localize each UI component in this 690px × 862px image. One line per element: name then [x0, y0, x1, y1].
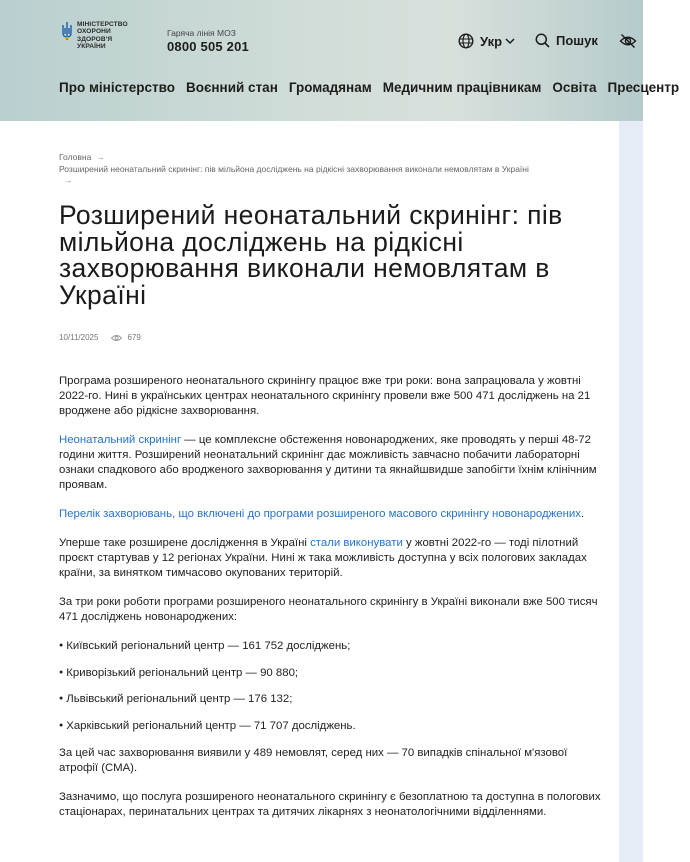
- paragraph: [59, 507, 609, 522]
- hotline-label: Гаряча лінія МОЗ: [167, 28, 236, 38]
- list-item: ● Київський регіональний центр — 161 752 досліджень;: [59, 639, 609, 654]
- breadcrumb-current: Розширений неонатальний скринінг: пів мільйона досліджень на рідкісні захворювання виконали немовлятам в Україні: [59, 163, 529, 174]
- main-nav: [59, 80, 690, 95]
- article-meta: [59, 333, 141, 342]
- paragraph: Зазначимо, що послуга розширеного неонатального скринінгу є безоплатною та доступна в пологових стаціонарах, перинатальних центрах та дитячих лікарнях з неонатологічними відділеннями.: [59, 790, 601, 818]
- breadcrumb-arrow-icon: →: [96, 152, 105, 162]
- language-label: Укр: [480, 33, 503, 49]
- paragraph-text: .: [580, 507, 585, 520]
- article-date: 10/11/2025: [59, 333, 99, 342]
- logo-text: [77, 21, 128, 51]
- eye-off-icon[interactable]: [619, 33, 637, 49]
- diseases-list-link[interactable]: Перелік захворювань, що включені до програми розширеного масового скринінгу новонароджених: [59, 507, 581, 520]
- hotline-phone[interactable]: 0800 505 201: [167, 39, 249, 54]
- site-header: [0, 0, 680, 121]
- breadcrumb-home[interactable]: Головна: [59, 152, 92, 162]
- list-item: ● Харківський регіональний центр — 71 707 досліджень.: [59, 719, 609, 734]
- paragraph: [59, 433, 609, 493]
- logo-line: ЗДОРОВ'Я: [77, 35, 113, 43]
- paragraph-text: — це комплексне обстеження новонароджених, яке проводять у перші 48-72 години життя. Розширений неонатальний скринінг дає можливість завчасно побачити лабораторні ознаки спадкового або вродженого захворювання у дитини та якнайшвидше запобігти їхнім клінічним проявам.: [59, 433, 597, 491]
- paragraph: За три роки роботи програми розширеного неонатального скринінгу в Україні виконали вже 500 тисяч 471 досліджень новонароджених:: [59, 595, 598, 623]
- article-body: [59, 374, 609, 834]
- list-item: ● Криворізький регіональний центр — 90 880;: [59, 666, 609, 681]
- logo-line: МІНІСТЕРСТВО: [77, 21, 128, 28]
- nav-item-medical-workers[interactable]: Медичним працівникам: [382, 80, 542, 95]
- list-item: ● Львівський регіональний центр — 176 132;: [59, 692, 609, 707]
- paragraph: Програма розширеного неонатального скринінгу працює вже три роки: вона запрацювала у жовтні 2022-го. Нині в українських центрах неонатального скринінгу провели вже 500 471 досліджень на 21 вроджене або рідкісне захворювання.: [59, 375, 591, 417]
- search-label: Пошук: [556, 33, 598, 48]
- trident-icon: [62, 22, 72, 40]
- paragraph-text: Уперше таке розширене дослідження в Україні: [59, 536, 311, 549]
- nav-item-press-center[interactable]: Пресцентр: [607, 80, 680, 95]
- paragraph: За цей час захворювання виявили у 489 немовлят, серед них — 70 випадків спінальної м'язової атрофії (СМА).: [59, 746, 568, 774]
- eye-icon: [111, 334, 122, 342]
- paragraph-text: у жовтні 2022-го — тоді пілотний проєкт стартував у 12 регіонах України. Нині ж така можливість доступна у всіх пологових закладах країни, за винятком тимчасово окупованих територій.: [59, 536, 587, 579]
- centers-list: [59, 639, 609, 734]
- chevron-down-icon: [505, 37, 515, 45]
- nav-item-martial-law[interactable]: Воєнний стан: [185, 80, 278, 95]
- nav-item-education[interactable]: Освіта: [552, 80, 597, 95]
- screening-link[interactable]: Неонатальний скринінг: [59, 433, 182, 446]
- search-button[interactable]: [535, 33, 598, 48]
- search-icon: [535, 33, 550, 48]
- nav-item-about[interactable]: Про міністерство: [59, 80, 175, 95]
- breadcrumb-arrow-icon: →: [64, 175, 73, 185]
- logo-line: УКРАЇНИ: [77, 43, 106, 51]
- hotline: [167, 28, 249, 54]
- right-sidebar: [619, 121, 643, 862]
- logo-line: ОХОРОНИ: [77, 28, 111, 36]
- views-count: 679: [127, 333, 141, 342]
- moz-logo[interactable]: [62, 21, 128, 51]
- started-link[interactable]: стали виконувати: [310, 536, 403, 549]
- article-views: [111, 333, 140, 342]
- nav-item-citizens[interactable]: Громадянам: [288, 80, 372, 95]
- language-selector[interactable]: [458, 33, 515, 49]
- globe-icon: [458, 33, 474, 49]
- paragraph: [59, 536, 609, 581]
- page-title: Розширений неонатальний скринінг: пів мільйона досліджень на рідкісні захворювання виконали немовлятам в Україні: [59, 200, 563, 310]
- breadcrumb: [59, 152, 609, 187]
